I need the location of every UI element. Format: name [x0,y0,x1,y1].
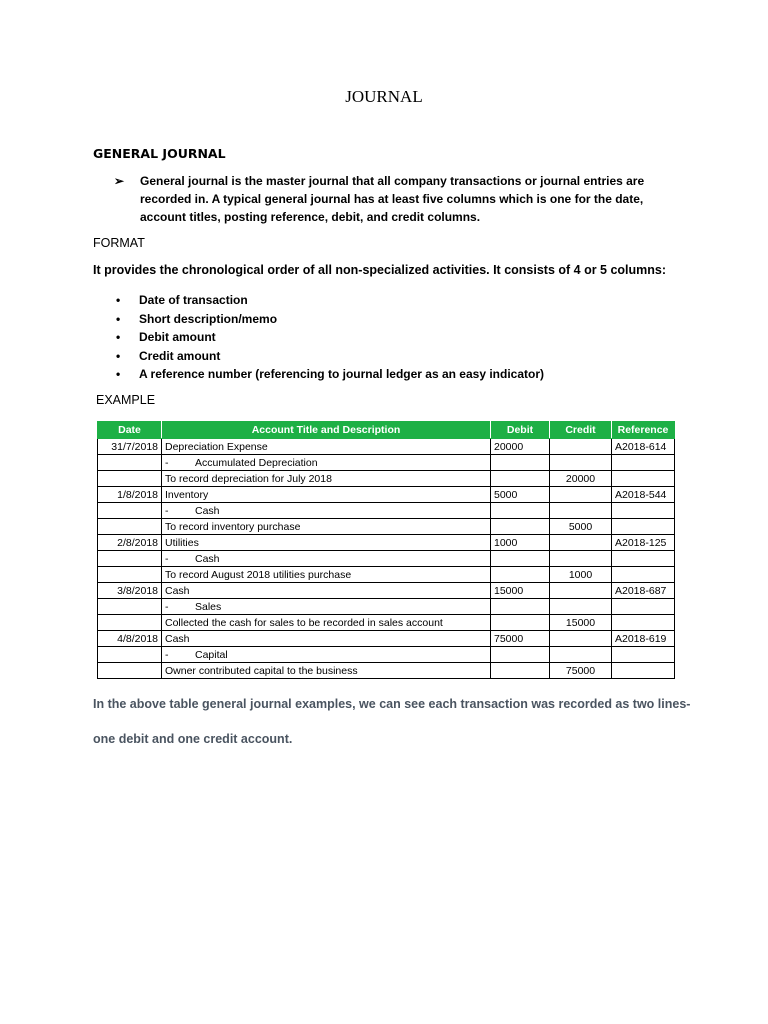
cell-account: Utilities [162,535,491,551]
column-header-reference: Reference [612,422,675,439]
column-header-date: Date [98,422,162,439]
cell-debit [491,599,550,615]
cell-date [98,615,162,631]
table-row [98,455,675,471]
cell-debit: 15000 [491,583,550,599]
cell-credit [550,439,612,455]
cell-account: To record inventory purchase [162,519,491,535]
list-item [114,347,544,366]
cell-date [98,455,162,471]
table-row [98,599,675,615]
cell-reference: A2018-125 [612,535,675,551]
table-row [98,615,675,631]
column-header-account: Account Title and Description [162,422,491,439]
cell-date: 4/8/2018 [98,631,162,647]
cell-debit [491,471,550,487]
bullet-icon: • [116,311,121,326]
cell-account: Depreciation Expense [162,439,491,455]
cell-debit [491,567,550,583]
cell-date [98,663,162,679]
cell-debit: 1000 [491,535,550,551]
cell-account: To record August 2018 utilities purchase [162,567,491,583]
account-text: Cash [195,504,220,517]
account-text: Sales [195,600,222,613]
column-header-debit: Debit [491,422,550,439]
journal-table-body [98,439,675,679]
table-row [98,583,675,599]
cell-credit [550,455,612,471]
table-header-row [98,422,675,439]
cell-account: Cash [162,583,491,599]
cell-credit [550,583,612,599]
cell-date [98,503,162,519]
journal-table [97,421,675,679]
cell-date: 2/8/2018 [98,535,162,551]
table-row [98,519,675,535]
cell-reference [612,519,675,535]
cell-credit [550,647,612,663]
cell-debit [491,615,550,631]
cell-account [162,599,491,615]
format-intro: It provides the chronological order of all non-specialized activities. It consists of 4 or 5 columns: [93,263,667,277]
cell-debit [491,455,550,471]
cell-reference [612,455,675,471]
cell-debit [491,647,550,663]
list-item-text: Debit amount [139,330,216,344]
list-item [114,310,544,329]
cell-reference: A2018-614 [612,439,675,455]
account-text: Cash [195,552,220,565]
table-row [98,631,675,647]
cell-reference [612,551,675,567]
cell-credit: 20000 [550,471,612,487]
cell-account: Collected the cash for sales to be recorded in sales account [162,615,491,631]
list-item-text: Date of transaction [139,293,248,307]
table-row [98,551,675,567]
cell-reference [612,647,675,663]
list-item-text: A reference number (referencing to journal ledger as an easy indicator) [139,367,545,381]
list-item-text: Credit amount [139,348,221,363]
description-text: General journal is the master journal that all company transactions or journal entries are recorded in. A typical general journal has at least five columns which is one for the date, account titles, posting reference, debit, and credit columns. [140,174,645,224]
cell-date: 1/8/2018 [98,487,162,503]
table-row [98,487,675,503]
cell-date [98,599,162,615]
table-row [98,663,675,679]
dash-marker: - [165,648,169,661]
cell-reference [612,503,675,519]
column-header-credit: Credit [550,422,612,439]
table-row [98,567,675,583]
cell-reference [612,471,675,487]
cell-credit [550,503,612,519]
table-row [98,471,675,487]
cell-debit: 5000 [491,487,550,503]
cell-debit: 20000 [491,439,550,455]
cell-credit: 75000 [550,663,612,679]
description-block [114,172,674,226]
cell-credit [550,631,612,647]
cell-account [162,455,491,471]
list-item [114,365,544,384]
cell-reference [612,567,675,583]
cell-account [162,503,491,519]
cell-account: Inventory [162,487,491,503]
cell-account [162,647,491,663]
section-heading: GENERAL JOURNAL [93,146,226,161]
cell-date [98,551,162,567]
table-row [98,439,675,455]
format-label: FORMAT [93,236,145,250]
cell-reference: A2018-687 [612,583,675,599]
cell-account: Owner contributed capital to the business [162,663,491,679]
table-row [98,503,675,519]
list-item [114,328,544,347]
cell-reference [612,615,675,631]
cell-credit: 5000 [550,519,612,535]
list-item-text: Short description/memo [139,311,278,326]
dash-marker: - [165,504,169,517]
cell-reference [612,663,675,679]
dash-marker: - [165,552,169,565]
cell-date [98,471,162,487]
bullet-icon: • [116,330,121,344]
summary-line-2: one debit and one credit account. [93,732,293,746]
summary-line-1: In the above table general journal examples, we can see each transaction was recorded as two lines- [93,697,691,711]
cell-account: To record depreciation for July 2018 [162,471,491,487]
example-label: EXAMPLE [96,393,156,407]
cell-credit: 15000 [550,615,612,631]
cell-credit [550,487,612,503]
format-list [114,291,544,384]
bullet-icon: • [116,293,121,307]
table-row [98,647,675,663]
cell-debit [491,519,550,535]
cell-debit: 75000 [491,631,550,647]
arrow-bullet-icon: ➢ [114,174,125,188]
cell-account [162,551,491,567]
bullet-icon: • [116,367,121,381]
cell-debit [491,663,550,679]
table-row [98,535,675,551]
cell-debit [491,503,550,519]
cell-reference: A2018-619 [612,631,675,647]
cell-date [98,567,162,583]
cell-date: 3/8/2018 [98,583,162,599]
list-item [114,291,544,310]
cell-debit [491,551,550,567]
cell-reference [612,599,675,615]
page-title: JOURNAL [345,87,423,106]
cell-credit [550,551,612,567]
cell-account: Cash [162,631,491,647]
cell-date [98,647,162,663]
dash-marker: - [165,456,169,469]
cell-reference: A2018-544 [612,487,675,503]
cell-date: 31/7/2018 [98,439,162,455]
dash-marker: - [165,600,169,613]
cell-credit [550,535,612,551]
cell-credit: 1000 [550,567,612,583]
account-text: Capital [195,648,228,661]
account-text: Accumulated Depreciation [195,456,318,469]
cell-date [98,519,162,535]
bullet-icon: • [116,348,121,363]
cell-credit [550,599,612,615]
